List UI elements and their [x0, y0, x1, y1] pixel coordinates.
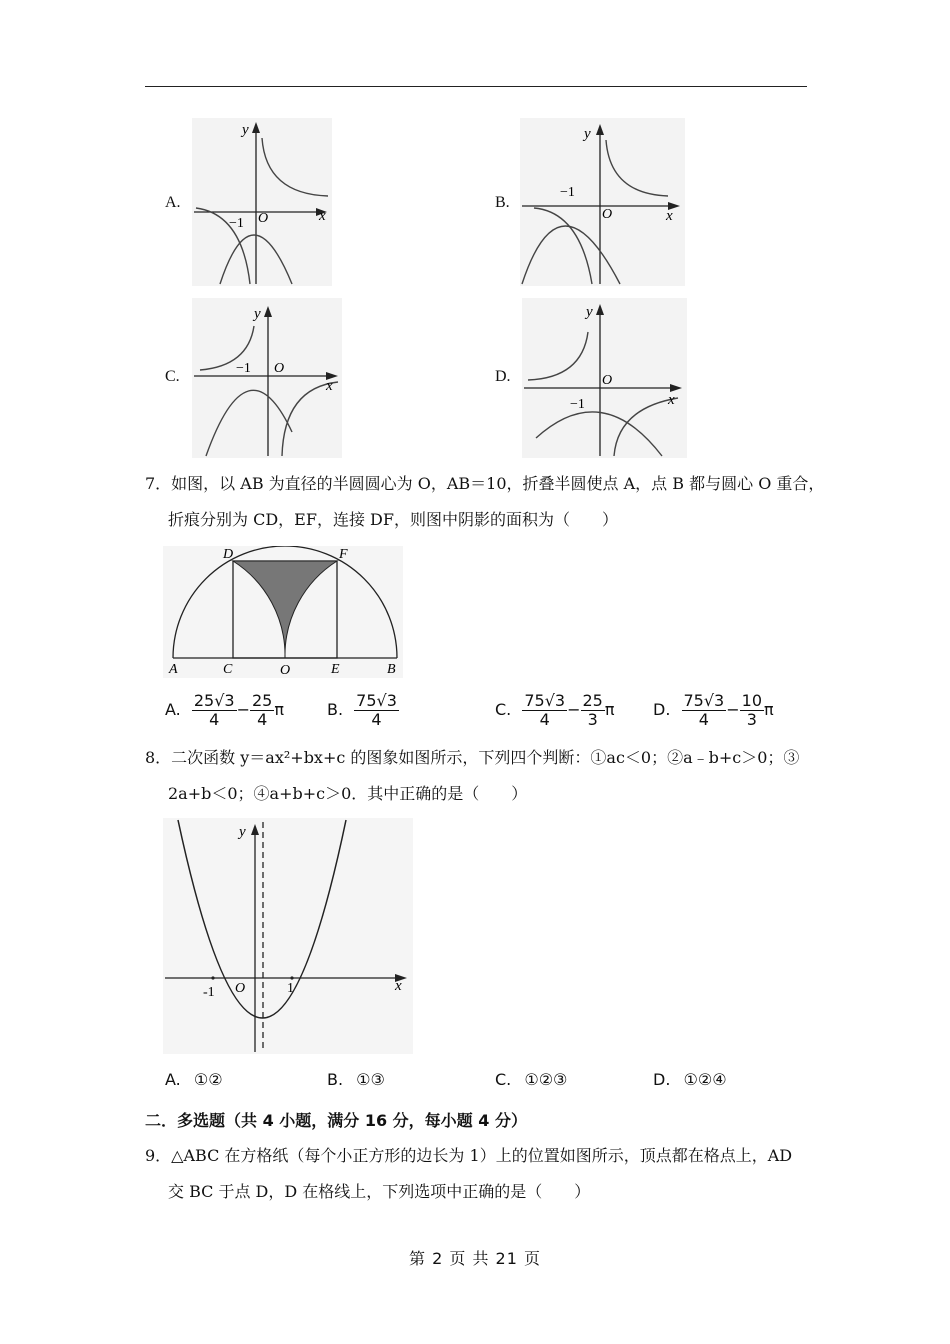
q7d-term2-num: 10 — [741, 691, 762, 710]
header-rule — [145, 86, 807, 87]
q6c-origin-label: O — [274, 361, 285, 376]
q6d-y-label: y — [586, 304, 593, 320]
q8-one-label: 1 — [287, 981, 294, 996]
q7d-operator: − — [726, 700, 740, 719]
q6a-origin-label: O — [258, 211, 269, 226]
q7-option-b[interactable] — [327, 692, 399, 729]
q7c-term1-den: 4 — [539, 710, 550, 729]
q8-option-c-label: C. — [495, 1070, 512, 1089]
q7d-pi: π — [764, 700, 774, 719]
q8-option-a-label: A. — [165, 1070, 181, 1089]
q7a-term1-num: 25√3 — [193, 691, 235, 710]
q7c-term2-num: 25 — [582, 691, 603, 710]
q7a-term2-num: 25 — [251, 691, 273, 710]
q6c-neg1-label: −1 — [236, 361, 251, 376]
q7-option-c[interactable] — [495, 692, 615, 729]
q7a-pi: π — [274, 700, 284, 719]
q8-neg1-label: -1 — [203, 985, 215, 1000]
q8-option-a-value: ①② — [193, 1070, 223, 1089]
q7-option-c-label: C. — [495, 700, 512, 719]
q8-figure — [163, 818, 413, 1054]
q7d-term2-den: 3 — [746, 710, 757, 729]
q8-option-a[interactable] — [165, 1070, 223, 1089]
q6a-neg1-label: −1 — [229, 216, 244, 231]
q8-option-c[interactable] — [495, 1070, 567, 1089]
q8-y-label: y — [239, 824, 246, 840]
q6b-x-label: x — [666, 208, 673, 224]
q7-figure — [163, 546, 403, 678]
q7a-operator: − — [236, 700, 250, 719]
q6b-origin-label: O — [602, 207, 613, 222]
q6b-neg1-label: −1 — [560, 185, 575, 200]
q7c-term1-num: 75√3 — [524, 691, 566, 710]
q7c-operator: − — [567, 700, 581, 719]
q7b-term1-num: 75√3 — [356, 691, 397, 710]
q6a-x-label: x — [319, 208, 326, 224]
q7-point-e: E — [331, 662, 340, 677]
q7-option-a[interactable] — [165, 692, 284, 729]
q8-option-d[interactable] — [653, 1070, 727, 1089]
q8-origin-label: O — [235, 981, 246, 996]
q7d-term1-den: 4 — [698, 710, 709, 729]
q9-stem-line1: 9．△ABC 在方格纸（每个小正方形的边长为 1）上的位置如图所示，顶点都在格点上，AD — [145, 1146, 793, 1165]
q8-x-label: x — [395, 978, 402, 994]
q7-option-d-label: D. — [653, 700, 671, 719]
q6c-x-label: x — [326, 378, 333, 394]
q6-option-a-label: A. — [165, 194, 181, 211]
q6b-y-label: y — [584, 126, 591, 142]
q7c-term2-den: 3 — [587, 710, 598, 729]
q7b-term1-den: 4 — [371, 710, 382, 729]
q7-option-a-label: A. — [165, 700, 181, 719]
q7d-term1-num: 75√3 — [683, 691, 725, 710]
q6-graph-c — [192, 298, 342, 458]
q7-point-f: F — [339, 547, 348, 562]
q6c-y-label: y — [254, 306, 261, 322]
q6-graph-a — [192, 118, 332, 286]
q6-option-c-label: C. — [165, 368, 180, 385]
q8-stem-line1: 8．二次函数 y＝ax²+bx+c 的图象如图所示，下列四个判断：①ac＜0；②a﹣b+c＞0；③ — [145, 748, 800, 767]
q6-graph-d — [522, 298, 687, 458]
q8-option-d-label: D. — [653, 1070, 671, 1089]
q7c-pi: π — [604, 700, 615, 719]
section-heading: 二．多选题（共 4 小题，满分 16 分，每小题 4 分） — [145, 1111, 527, 1130]
q7-point-d: D — [223, 547, 234, 562]
q7a-term1-den: 4 — [209, 710, 220, 729]
q6d-neg1-label: −1 — [570, 397, 585, 412]
q7-point-a: A — [169, 662, 178, 677]
q7-point-c: C — [223, 662, 233, 677]
q8-option-b-value: ①③ — [356, 1070, 385, 1089]
q8-stem-line2: 2a+b＜0；④a+b+c＞0．其中正确的是（ ） — [168, 784, 528, 803]
q6d-x-label: x — [668, 392, 675, 408]
q6a-y-label: y — [242, 122, 249, 138]
q8-option-c-value: ①②③ — [524, 1070, 568, 1089]
page-footer: 第 2 页 共 21 页 — [409, 1249, 541, 1268]
q7-point-b: B — [387, 662, 396, 677]
q6d-origin-label: O — [602, 373, 613, 388]
q8-option-b[interactable] — [327, 1070, 385, 1089]
q9-stem-line2: 交 BC 于点 D，D 在格线上，下列选项中正确的是（ ） — [168, 1182, 591, 1201]
q7-option-d[interactable] — [653, 692, 774, 729]
q7-stem-line1: 7．如图，以 AB 为直径的半圆圆心为 O，AB＝10，折叠半圆使点 A，点 B 都与圆心 O 重合， — [145, 474, 825, 493]
q7-stem-line2: 折痕分别为 CD，EF，连接 DF，则图中阴影的面积为（ ） — [168, 510, 618, 529]
q8-option-d-value: ①②④ — [683, 1070, 727, 1089]
q8-option-b-label: B. — [327, 1070, 344, 1089]
q7-point-o: O — [280, 663, 291, 678]
q6-graph-b — [520, 118, 685, 286]
q7a-term2-den: 4 — [257, 710, 268, 729]
q7-option-b-label: B. — [327, 700, 344, 719]
q6-option-d-label: D. — [495, 368, 511, 385]
q6-option-b-label: B. — [495, 194, 510, 211]
